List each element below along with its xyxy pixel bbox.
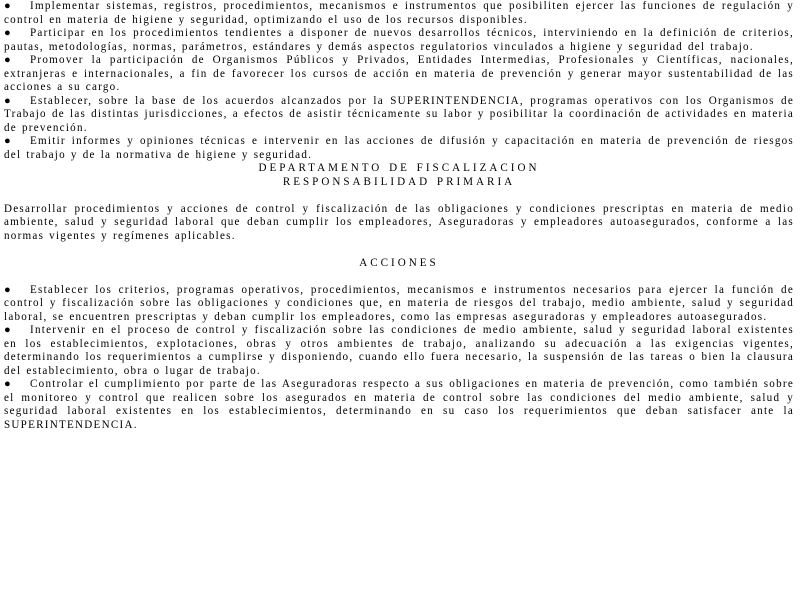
bullet-icon: ● — [4, 27, 11, 39]
spacer — [4, 270, 794, 284]
list-item — [4, 378, 794, 432]
bullet-icon: ● — [4, 378, 11, 390]
list-item-text: Establecer los criterios, programas operativos, procedimientos, mecanismos e instrumentos necesarios para ejercer la función de control y fiscalización sobre las obligaciones y condiciones que, en materia de riesgos del trabajo, medio ambiente, salud y seguridad laboral, se encuentren prescriptas y deban cumplir los empleadores, como las empresas aseguradoras y empleadores autoasegurados. — [4, 283, 794, 323]
list-item-text: Establecer, sobre la base de los acuerdos alcanzados por la SUPERINTENDENCIA, programas operativos con los Organismos de Trabajo de las distintas jurisdicciones, a efectos de asistir técnicamente su labor y posibilitar la coordinación de actividades en materia de prevención. — [4, 94, 794, 134]
bullet-icon: ● — [4, 94, 11, 107]
spacer — [4, 189, 794, 203]
list-item-text: Promover la participación de Organismos Públicos y Privados, Entidades Intermedias, Profesionales y Científicas, nacionales, extranjeras e internacionales, a fin de favorecer los cursos de acción en materia de prevención y generar mayor sustentabilidad de las acciones a su cargo. — [4, 54, 794, 93]
bullet-icon: ● — [4, 135, 11, 147]
list-item — [4, 54, 794, 95]
department-title: DEPARTAMENTO DE FISCALIZACION — [258, 162, 540, 174]
list-item-text: Controlar el cumplimiento por parte de las Aseguradoras respecto a sus obligaciones en materia de prevención, como también sobre el monitoreo y control que realicen sobre los asegurados en materia de control sobre las condiciones del medio ambiente, salud y seguridad laboral existentes en los establecimientos, determinando en su caso los requerimientos que deban satisfacer ante la SUPERINTENDENCIA. — [4, 378, 794, 431]
actions-title: ACCIONES — [359, 256, 439, 269]
responsibility-text: Desarrollar procedimientos y acciones de control y fiscalización de las obligaciones y condiciones prescriptas en materia de medio ambiente, salud y seguridad laboral que deban cumplir los empleadores, Aseguradoras y empleadores autoasegurados, conforme a las normas vigentes y regímenes aplicables. — [4, 202, 794, 242]
list-item — [4, 284, 794, 325]
list-item — [4, 135, 794, 162]
list-item-text: Emitir informes y opiniones técnicas e intervenir en las acciones de difusión y capacitación en materia de prevención de riesgos del trabajo y de la normativa de higiene y seguridad. — [4, 135, 794, 161]
list-item — [4, 0, 794, 27]
actions-list — [4, 284, 794, 433]
list-item — [4, 324, 794, 378]
responsibility-title: RESPONSABILIDAD PRIMARIA — [282, 175, 516, 188]
spacer — [4, 243, 794, 257]
list-item-text: Participar en los procedimientos tendientes a disponer de nuevos desarrollos técnicos, interviniendo en la definición de criterios, pautas, metodologías, normas, parámetros, estándares y demás aspectos regulatorios vinculados a higiene y seguridad del trabajo. — [4, 27, 794, 53]
list-item-text: Implementar sistemas, registros, procedimientos, mecanismos e instrumentos que posibiliten ejercer las funciones de regulación y control en materia de higiene y seguridad, optimizando el uso de los recursos disponibles. — [4, 0, 794, 26]
list-item — [4, 27, 794, 54]
list-item — [4, 95, 794, 136]
document-page — [4, 0, 794, 432]
bullet-icon: ● — [4, 0, 11, 12]
bullet-icon: ● — [4, 283, 11, 296]
functions-list — [4, 0, 794, 162]
bullet-icon: ● — [4, 324, 11, 336]
list-item-text: Intervenir en el proceso de control y fiscalización sobre las condiciones de medio ambiente, salud y seguridad laboral existentes en los establecimientos, explotaciones, obras y otros ambientes de trabajo, analizando su adecuación a las exigencias vigentes, determinando los requerimientos a cumplirse y disponiendo, cuando ello fuera necesario, la suspensión de las tareas o bien la clausura del establecimiento, obra o lugar de trabajo. — [4, 324, 794, 377]
bullet-icon: ● — [4, 54, 11, 66]
